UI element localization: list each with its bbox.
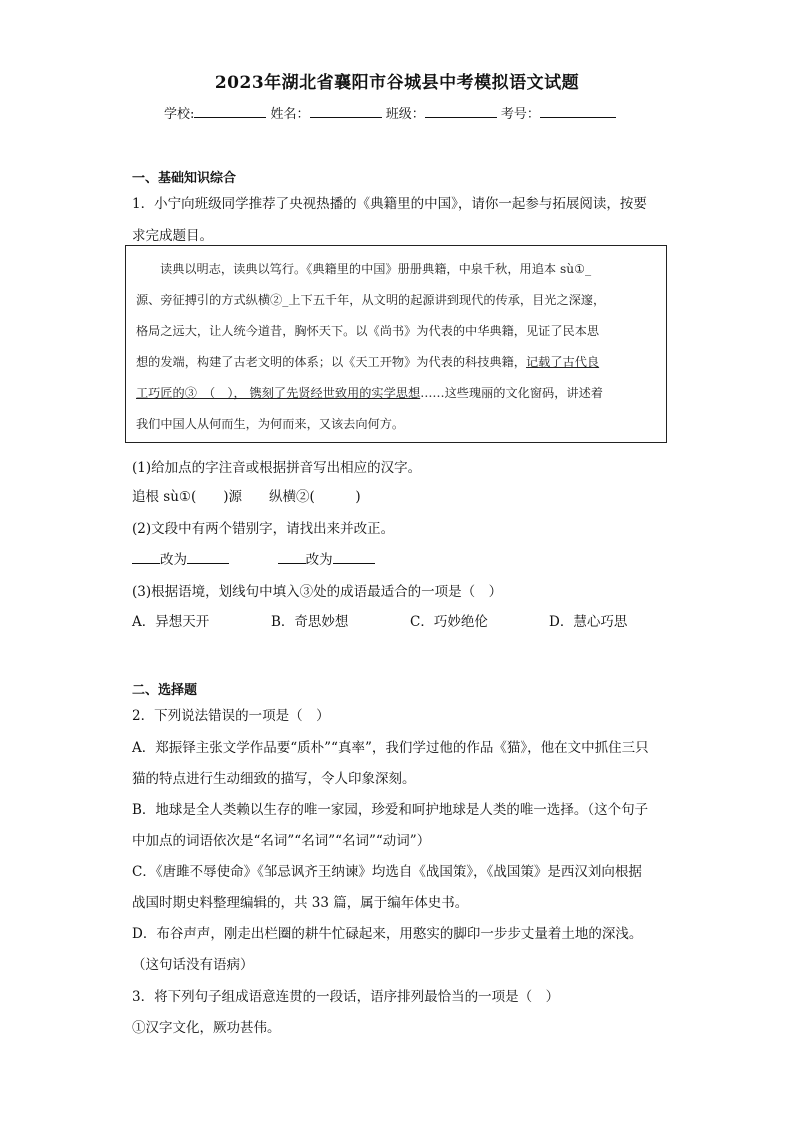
passage-line [136,384,603,401]
class-label: 班级： [385,107,425,122]
option-a[interactable]: A．异想天开 [132,614,210,630]
school-blank[interactable] [194,104,266,118]
passage-box [125,245,667,443]
school-label: 学校: [164,107,195,122]
option-a[interactable]: A．郑振铎主张文学作品要“质朴”“真率”，我们学过他的作品《猫》，他在文中抓住三只 [132,740,649,756]
passage-text: 想的发端，构建了古老文明的体系；以《天工开物》为代表的科技典籍， [136,355,526,369]
change-to-label: 改为 [305,552,333,568]
option-d-cont: （这句话没有语病） [132,957,254,973]
class-blank[interactable] [425,104,497,118]
passage-line: 源、旁征搏引的方式纵横②_上下五千年，从文明的起源讲到现代的传承，目光之深邃， [136,293,606,307]
wrong-char-blank[interactable] [132,551,160,564]
underlined-sentence: 工巧匠的③ （ ）， 镌刻了先贤经世致用的实学思想 [136,386,421,400]
section-heading: 二、选择题 [132,683,198,698]
question-text: 2．下列说法错误的一项是（ ） [132,708,330,724]
sub-question: (3)根据语境，划线句中填入③处的成语最适合的一项是（ ） [132,584,503,600]
student-info-line [164,103,616,122]
correct-char-blank[interactable] [187,551,229,564]
option-c-cont: 战国时期史料整理编辑的，共 33 篇，属于编年体史书。 [132,895,469,911]
question-text: 求完成题目。 [132,228,213,244]
number-label: 考号： [500,107,540,122]
correct-char-blank[interactable] [333,551,375,564]
page-title: 2023年湖北省襄阳市谷城县中考模拟语文试题 [214,73,580,93]
option-b[interactable]: B．奇思妙想 [271,614,349,630]
option-b[interactable]: B．地球是全人类赖以生存的唯一家园，珍爱和呵护地球是人类的唯一选择。（这个句子 [132,802,649,818]
underlined-sentence: 记载了古代良 [526,355,600,369]
option-c[interactable]: C．巧妙绝伦 [410,614,488,630]
passage-line: 格局之远大，让人统今道昔，胸怀天下。以《尚书》为代表的中华典籍，见证了民本思 [136,324,600,338]
sentence-item: ①汉字文化，厥功甚伟。 [132,1020,281,1036]
wrong-char-blank[interactable] [278,551,306,564]
passage-line [136,353,599,370]
answer-line: 追根 sù①( )源 纵横②( ) [132,489,361,505]
passage-line: 读典以明志，读典以笃行。《典籍里的中国》册册典籍，中泉千秋，用追本 sù①_ [160,262,592,276]
option-d[interactable]: D．慧心巧思 [549,614,628,630]
number-blank[interactable] [540,104,616,118]
correction-line [132,548,375,568]
question-text: 1．小宁向班级同学推荐了央视热播的《典籍里的中国》，请你一起参与拓展阅读，按要 [132,196,647,212]
passage-text: ……这些瑰丽的文化窗码，讲述着 [420,386,603,400]
option-b-cont: 中加点的词语依次是“名词”“名词”“名词”“动词”） [132,833,431,849]
sub-question: (1)给加点的字注音或根据拼音写出相应的汉字。 [132,460,422,476]
section-heading: 一、基础知识综合 [132,171,237,186]
name-blank[interactable] [310,104,382,118]
change-to-label: 改为 [160,552,187,568]
option-d[interactable]: D．布谷声声，刚走出栏圈的耕牛忙碌起来，用憨实的脚印一步步丈量着土地的深浅。 [132,926,643,942]
question-text: 3．将下列句子组成语意连贯的一段话，语序排列最恰当的一项是（ ） [132,989,560,1005]
option-a-cont: 猫的特点进行生动细致的描写，令人印象深刻。 [132,771,416,787]
option-c[interactable]: C．《唐雎不辱使命》《邹忌讽齐王纳谏》均选自《战国策》，《战国策》是西汉刘向根据 [132,864,642,880]
sub-question: (2)文段中有两个错别字，请找出来并改正。 [132,521,395,537]
name-label: 姓名： [270,107,310,122]
passage-line: 我们中国人从何而生，为何而来，又该去向何方。 [136,417,405,431]
